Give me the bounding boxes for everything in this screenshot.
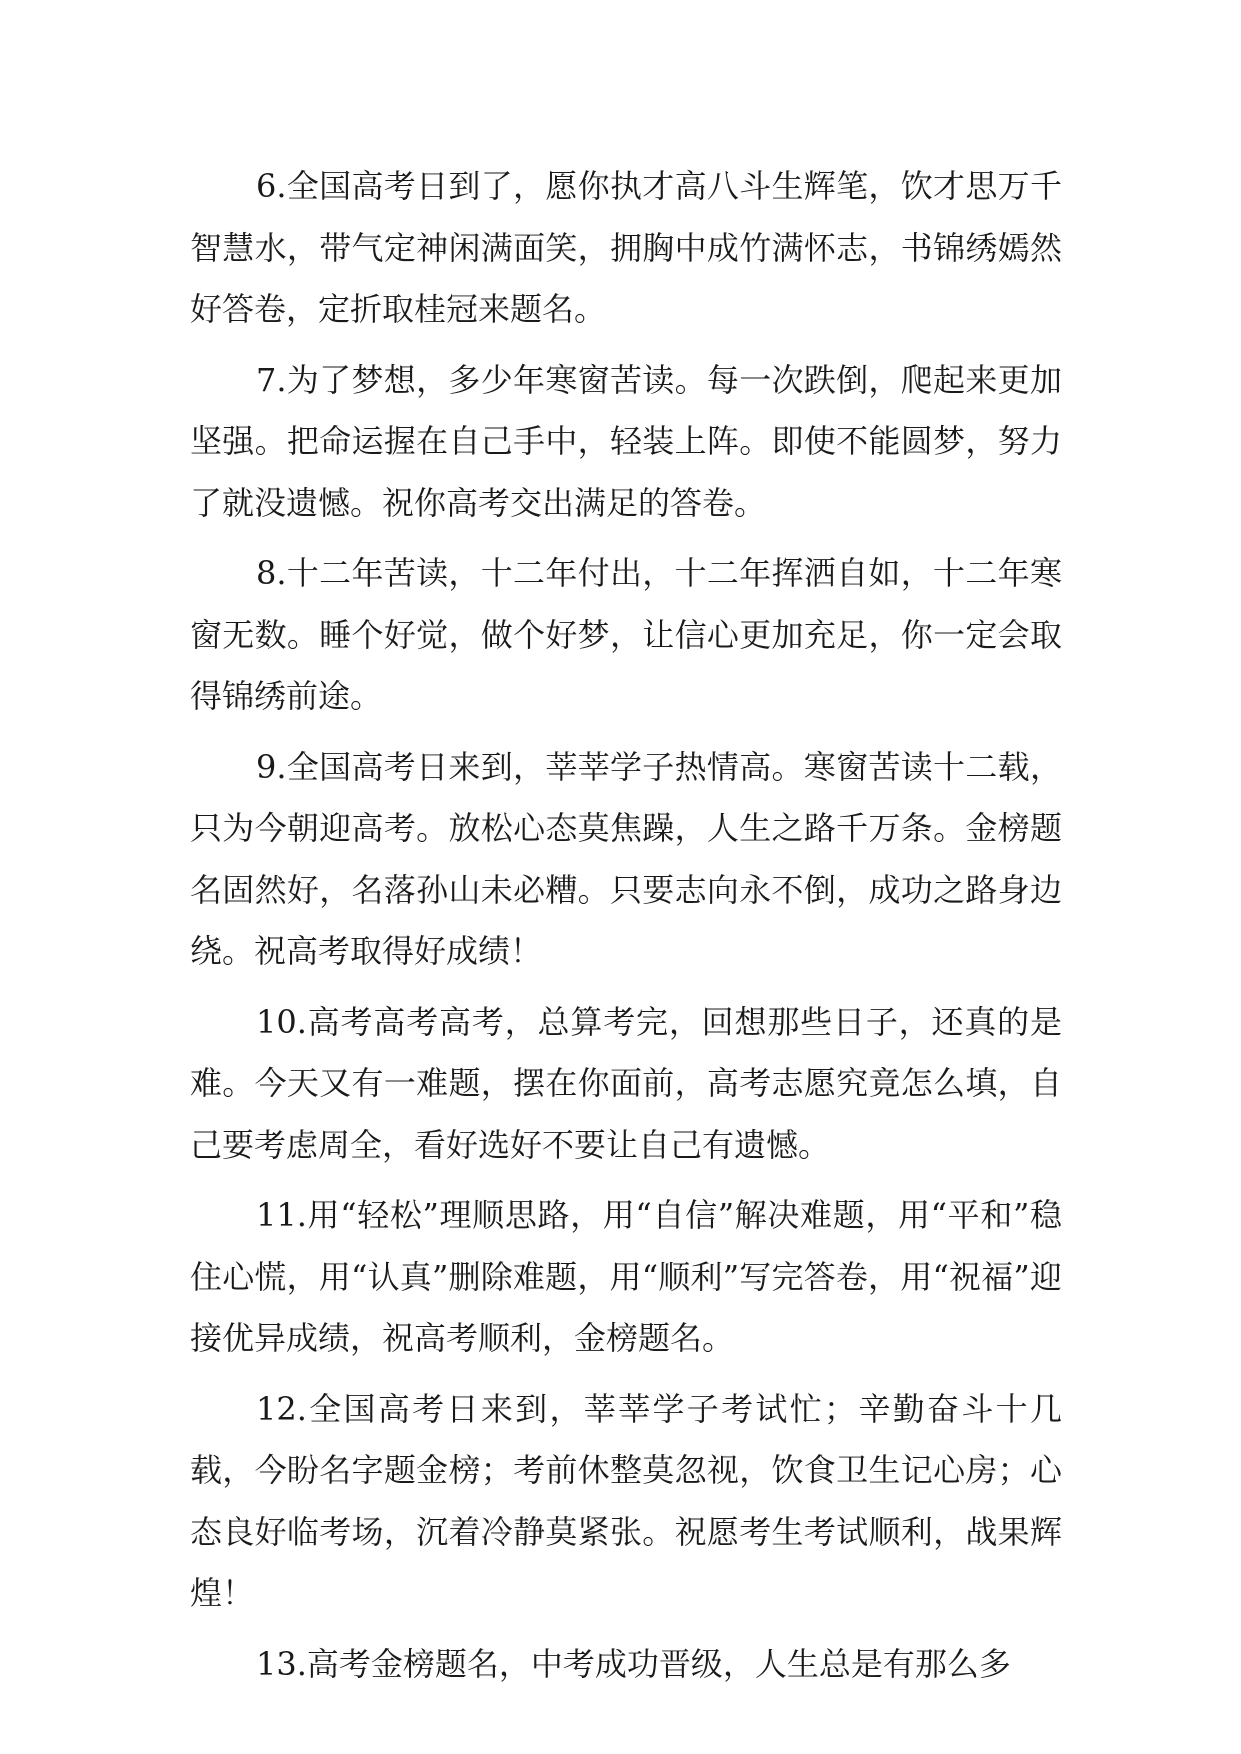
document-body — [190, 156, 1062, 1704]
paragraph-8: 8.十二年苦读，十二年付出，十二年挥洒自如，十二年寒窗无数。睡个好觉，做个好梦，让信心更加充足，你一定会取得锦绣前途。 — [190, 554, 1062, 715]
paragraph-13: 13.高考金榜题名，中考成功晋级，人生总是有那么多 — [256, 1644, 1011, 1683]
paragraph-7: 7.为了梦想，多少年寒窗苦读。每一次跌倒，爬起来更加坚强。把命运握在自己手中，轻装上阵。即使不能圆梦，努力了就没遗憾。祝你高考交出满足的答卷。 — [190, 360, 1062, 522]
paragraph-10: 10.高考高考高考，总算考完，回想那些日子，还真的是难。今天又有一难题，摆在你面前，高考志愿究竟怎么填，自己要考虑周全，看好选好不要让自己有遗憾。 — [190, 1002, 1062, 1164]
paragraph-12: 12.全国高考日来到，莘莘学子考试忙；辛勤奋斗十几载，今盼名字题金榜；考前休整莫忽视，饮食卫生记心房；心态良好临考场，沉着冷静莫紧张。祝愿考生考试顺利，战果辉煌！ — [190, 1389, 1062, 1612]
paragraph-11: 11.用“轻松”理顺思路，用“自信”解决难题，用“平和”稳住心慌，用“认真”删除难题，用“顺利”写完答卷，用“祝福”迎接优异成绩，祝高考顺利，金榜题名。 — [190, 1196, 1062, 1357]
paragraph-6: 6.全国高考日到了，愿你执才高八斗生辉笔，饮才思万千智慧水，带气定神闲满面笑，拥胸中成竹满怀志，书锦绣嫣然好答卷，定折取桂冠来题名。 — [190, 167, 1062, 328]
paragraph-9: 9.全国高考日来到，莘莘学子热情高。寒窗苦读十二载，只为今朝迎高考。放松心态莫焦躁，人生之路千万条。金榜题名固然好，名落孙山未必糟。只要志向永不倒，成功之路身边绕。祝高考取得好成绩！ — [190, 747, 1062, 970]
